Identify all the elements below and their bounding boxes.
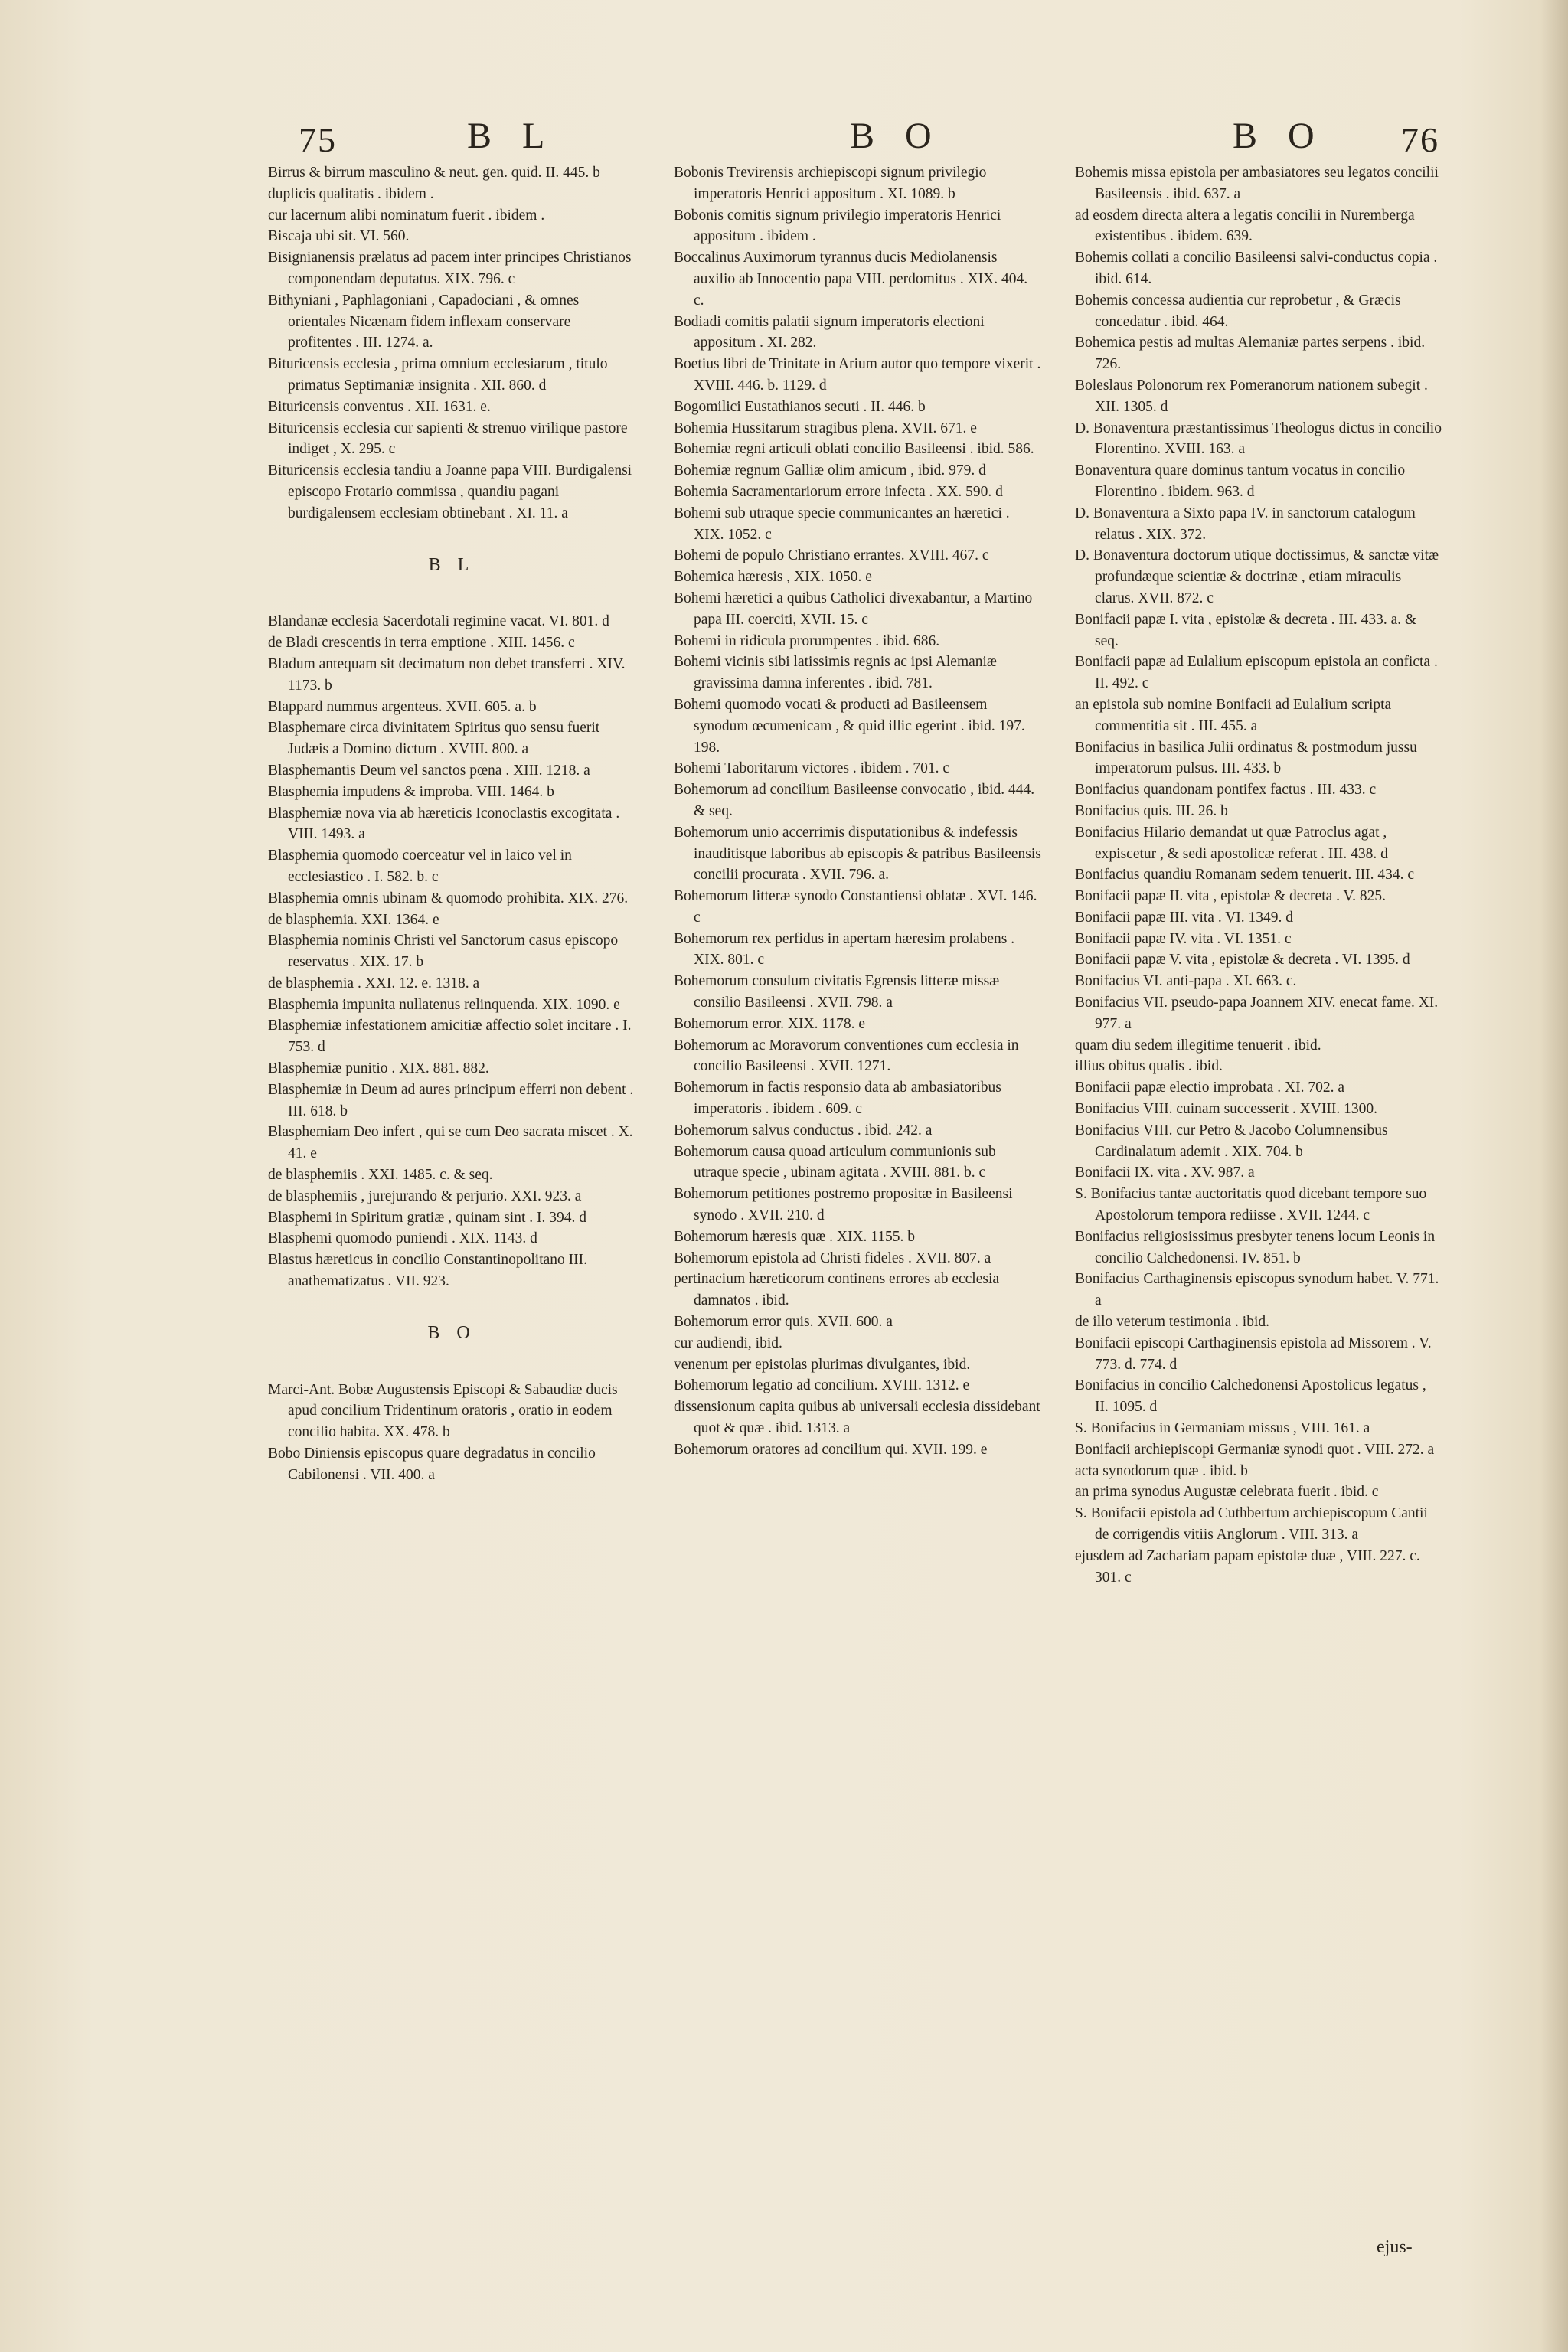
index-column-3: [1075, 162, 1442, 1588]
index-entry: Bohemorum error. XIX. 1178. e: [674, 1015, 866, 1032]
index-entry: Bonifacius VII. pseudo-papa Joannem XIV. enecat fame. XI. 977. a: [1075, 995, 1439, 1032]
index-entry: Bonifacii archiepiscopi Germaniæ synodi quot . VIII. 272. a: [1075, 1441, 1435, 1458]
index-entry: Bonifacius religiosissimus presbyter tenens locum Leonis in concilio Calchedonensi. IV. 851. b: [1075, 1228, 1436, 1266]
index-entry: Bonifacii IX. vita . XV. 987. a: [1075, 1165, 1255, 1181]
index-entry: Bohemia Sacramentariorum errore infecta . XX. 590. d: [674, 483, 1003, 500]
index-entry: Bohemi in ridicula prorumpentes . ibid. 686.: [674, 632, 940, 649]
index-entry: Marci-Ant. Bobæ Augustensis Episcopi & Sabaudiæ ducis apud concilium Tridentinum oratoris , oratio in eodem concilio habita. XX. 478. b: [268, 1381, 618, 1441]
index-entry: Bonifacius quis. III. 26. b: [1075, 802, 1228, 819]
index-entry: de blasphemiis , jurejurando & perjurio. XXI. 923. a: [268, 1187, 582, 1204]
index-entry: Bobo Diniensis episcopus quare degradatus in concilio Cabilonensi . VII. 400. a: [268, 1446, 596, 1483]
index-entry: Bonifacii papæ ad Eulalium episcopum epistola an conficta . II. 492. c: [1075, 654, 1438, 692]
index-entry: Bogomilici Eustathianos secuti . II. 446. b: [674, 398, 926, 415]
page-number-left: 75: [299, 120, 337, 159]
index-entry: Bonifacii papæ IV. vita . VI. 1351. c: [1075, 930, 1292, 947]
index-entry: Bohemis missa epistola per ambasiatores seu legatos concilii Basileensis . ibid. 637. a: [1075, 165, 1439, 202]
index-entry: D. Bonaventura doctorum utique doctissimus, & sanctæ vitæ profundæque scientiæ & doctrinæ , etiam miraculis clarus. XVII. 872. c: [1075, 547, 1439, 606]
index-entry: Bohemi sub utraque specie communicantes an hæretici . XIX. 1052. c: [674, 505, 1010, 543]
index-entry: Bohemorum consulum civitatis Egrensis litteræ missæ consilio Basileensi . XVII. 798. a: [674, 973, 1000, 1011]
index-entry: Bohemiæ regni articuli oblati concilio Basileensi . ibid. 586.: [674, 441, 1034, 458]
index-entry: Bohemorum in factis responsio data ab ambasiatoribus imperatoris . ibidem . 609. c: [674, 1080, 1001, 1118]
index-entry: cur lacernum alibi nominatum fuerit . ibidem .: [268, 207, 545, 224]
index-entry: Blasphemia impunita nullatenus relinquenda. XIX. 1090. e: [268, 996, 620, 1013]
index-entry: venenum per epistolas plurimas divulgantes, ibid.: [674, 1356, 971, 1373]
index-entry: de blasphemia. XXI. 1364. e: [268, 911, 439, 928]
index-entry: Boetius libri de Trinitate in Arium autor quo tempore vixerit . XVIII. 446. b. 1129. d: [674, 356, 1041, 394]
index-entry: Blasphemiam Deo infert , qui se cum Deo sacrata miscet . X. 41. e: [268, 1124, 633, 1162]
index-entry: Bonifacius in concilio Calchedonensi Apostolicus legatus , II. 1095. d: [1075, 1377, 1426, 1416]
index-entry: Bladum antequam sit decimatum non debet transferri . XIV. 1173. b: [268, 655, 626, 694]
index-entry: de illo veterum testimonia . ibid.: [1075, 1314, 1269, 1331]
column-heading-2: B O: [850, 116, 942, 156]
index-entry: Blasphemiæ infestationem amicitiæ affectio solet incitare . I. 753. d: [268, 1018, 632, 1056]
index-entry: Bonifacii episcopi Carthaginensis epistola ad Missorem . V. 773. d. 774. d: [1075, 1334, 1432, 1373]
index-entry: duplicis qualitatis . ibidem .: [268, 185, 434, 202]
index-entry: Bonifacius in basilica Julii ordinatus & postmodum jussu imperatorum pulsus. III. 433. b: [1075, 739, 1417, 777]
index-entry: S. Bonifacius in Germaniam missus , VIII. 161. a: [1075, 1420, 1370, 1437]
index-column-1: [268, 162, 635, 1486]
page-number-right: 76: [1401, 120, 1439, 159]
index-entry: Bonaventura quare dominus tantum vocatus in concilio Florentino . ibidem. 963. d: [1075, 462, 1406, 500]
index-entry: S. Bonifacii epistola ad Cuthbertum archiepiscopum Cantii de corrigendis vitiis Anglorum . VIII. 313. a: [1075, 1505, 1428, 1543]
index-entry: Bohemorum ad concilium Basileense convocatio , ibid. 444. & seq.: [674, 782, 1035, 819]
index-entry: Bohemorum error quis. XVII. 600. a: [674, 1314, 893, 1331]
index-entry: de blasphemia . XXI. 12. e. 1318. a: [268, 975, 480, 991]
index-entry: Bituricensis ecclesia , prima omnium ecclesiarum , titulo primatus Septimaniæ insignita . XII. 860. d: [268, 356, 608, 394]
index-entry: Bohemorum oratores ad concilium qui. XVII. 199. e: [674, 1441, 988, 1458]
index-entry: Bohemorum causa quoad articulum communionis sub utraque specie , ubinam agitata . XVIII. 881. b. c: [674, 1143, 996, 1181]
index-entry: Blappard nummus argenteus. XVII. 605. a. b: [268, 698, 537, 715]
index-entry: de blasphemiis . XXI. 1485. c. & seq.: [268, 1167, 493, 1184]
index-entry: an prima synodus Augustæ celebrata fuerit . ibid. c: [1075, 1484, 1379, 1501]
index-entry: Blasphemi quomodo puniendi . XIX. 1143. d: [268, 1230, 537, 1247]
column-heading-1: B L: [467, 116, 556, 156]
index-entry: Bohemorum petitiones postremo propositæ in Basileensi synodo . XVII. 210. d: [674, 1186, 1013, 1224]
index-entry: Blasphemia nominis Christi vel Sanctorum casus episcopo reservatus . XIX. 17. b: [268, 933, 619, 971]
index-entry: Bohemia Hussitarum stragibus plena. XVII. 671. e: [674, 420, 977, 436]
index-entry: Bohemis collati a concilio Basileensi salvi-conductus copia . ibid. 614.: [1075, 250, 1438, 287]
running-header: [299, 115, 1462, 168]
index-entry: Bonifacius Carthaginensis episcopus synodum habet. V. 771. a: [1075, 1271, 1439, 1309]
index-entry: Bohemi hæretici a quibus Catholici divexabantur, a Martino papa III. coerciti, XVII. 15. c: [674, 590, 1033, 628]
catchword: ejus-: [1377, 2237, 1413, 2257]
index-entry: Bohemorum legatio ad concilium. XVIII. 1312. e: [674, 1377, 970, 1394]
index-entry: Bonifacii papæ II. vita , epistolæ & decreta . V. 825.: [1075, 888, 1386, 905]
index-column-2: [674, 162, 1041, 1461]
index-entry: Bonifacius Hilario demandat ut quæ Patroclus agat , expiscetur , & sedi apostolicæ referat . III. 438. d: [1075, 824, 1388, 862]
index-entry: Bonifacius VI. anti-papa . XI. 663. c.: [1075, 973, 1297, 990]
index-entry: Bonifacius VIII. cuinam successerit . XVIII. 1300.: [1075, 1101, 1377, 1118]
index-entry: Blasphemiæ punitio . XIX. 881. 882.: [268, 1060, 489, 1077]
index-entry: Blasphemia omnis ubinam & quomodo prohibita. XIX. 276.: [268, 890, 629, 906]
index-entry: Bohemi vicinis sibi latissimis regnis ac ipsi Alemaniæ gravissima damna inferentes . ibid. 781.: [674, 654, 997, 692]
index-entry: Bituricensis conventus . XII. 1631. e.: [268, 398, 491, 415]
index-entry: Bohemi quomodo vocati & producti ad Basileensem synodum œcumenicam , & quid illic egerint . ibid. 197. 198.: [674, 696, 1025, 756]
section-heading: B O: [427, 1322, 476, 1343]
index-entry: Birrus & birrum masculino & neut. gen. quid. II. 445. b: [268, 165, 600, 181]
index-entry: Blandanæ ecclesia Sacerdotali regimine vacat. VI. 801. d: [268, 613, 609, 630]
section-heading: B L: [428, 554, 475, 575]
index-entry: quam diu sedem illegitime tenuerit . ibid.: [1075, 1037, 1321, 1054]
index-entry: Bohemi Taboritarum victores . ibidem . 701. c: [674, 760, 950, 777]
index-entry: Bohemiæ regnum Galliæ olim amicum , ibid. 979. d: [674, 462, 986, 479]
index-entry: Bonifacii papæ electio improbata . XI. 702. a: [1075, 1080, 1344, 1096]
index-entry: Bobonis comitis signum privilegio imperatoris Henrici appositum . ibidem .: [674, 207, 1001, 245]
index-entry: Bohemorum rex perfidus in apertam hæresim prolabens . XIX. 801. c: [674, 930, 1015, 969]
index-entry: Blasphemia impudens & improba. VIII. 1464. b: [268, 783, 554, 800]
index-entry: Boccalinus Auximorum tyrannus ducis Mediolanensis auxilio ab Innocentio papa VIII. perdomitus . XIX. 404. c.: [674, 250, 1028, 309]
index-entry: S. Bonifacius tantæ auctoritatis quod dicebant tempore suo Apostolorum tempora rediisse . XVII. 1244. c: [1075, 1186, 1427, 1224]
index-entry: Bohemorum unio accerrimis disputationibus & indefessis inauditisque laboribus ab episcopis & patribus Basileensis concilii procurata . XVII. 796. a.: [674, 824, 1041, 884]
index-entry: Bohemorum litteræ synodo Constantiensi oblatæ . XVI. 146. c: [674, 888, 1037, 926]
index-entry: Bohemis concessa audientia cur reprobetur , & Græcis concedatur . ibid. 464.: [1075, 292, 1401, 330]
index-entry: Blastus hæreticus in concilio Constantinopolitano III. anathematizatus . VII. 923.: [268, 1252, 588, 1290]
index-entry: Biscaja ubi sit. VI. 560.: [268, 228, 410, 245]
index-entry: de Bladi crescentis in terra emptione . XIII. 1456. c: [268, 635, 575, 652]
index-entry: Bonifacii papæ V. vita , epistolæ & decreta . VI. 1395. d: [1075, 952, 1410, 969]
index-entry: Bohemorum hæresis quæ . XIX. 1155. b: [674, 1228, 916, 1245]
index-entry: D. Bonaventura a Sixto papa IV. in sanctorum catalogum relatus . XIX. 372.: [1075, 505, 1416, 543]
index-entry: Bohemorum ac Moravorum conventiones cum ecclesia in concilio Basileensi . XVII. 1271.: [674, 1037, 1019, 1075]
index-entry: Bobonis Trevirensis archiepiscopi signum privilegio imperatoris Henrici appositum . XI. 1089. b: [674, 165, 987, 202]
index-entry: ad eosdem directa altera a legatis concilii in Nuremberga existentibus . ibidem. 639.: [1075, 207, 1415, 245]
index-entry: cur audiendi, ibid.: [674, 1334, 782, 1351]
index-entry: ejusdem ad Zachariam papam epistolæ duæ , VIII. 227. c. 301. c: [1075, 1547, 1420, 1586]
index-entry: Bonifacius quandonam pontifex factus . III. 433. c: [1075, 782, 1377, 799]
index-entry: Blasphemare circa divinitatem Spiritus quo sensu fuerit Judæis a Domino dictum . XVIII. 800. a: [268, 720, 600, 758]
index-entry: Bohemica pestis ad multas Alemaniæ partes serpens . ibid. 726.: [1075, 335, 1426, 373]
index-entry: Bituricensis ecclesia tandiu a Joanne papa VIII. Burdigalensi episcopo Frotario commissa , quandiu pagani burdigalensem ecclesiam obtinebant . XI. 11. a: [268, 462, 632, 521]
index-entry: Bohemorum epistola ad Christi fideles . XVII. 807. a: [674, 1250, 991, 1266]
index-entry: Bohemica hæresis , XIX. 1050. e: [674, 569, 872, 586]
index-entry: Blasphemi in Spiritum gratiæ , quinam sint . I. 394. d: [268, 1209, 586, 1226]
index-entry: D. Bonaventura præstantissimus Theologus dictus in concilio Florentino. XVIII. 163. a: [1075, 420, 1442, 458]
index-entry: Bonifacii papæ III. vita . VI. 1349. d: [1075, 909, 1294, 926]
index-entry: Bohemi de populo Christiano errantes. XVIII. 467. c: [674, 547, 989, 564]
index-entry: Blasphemantis Deum vel sanctos pœna . XIII. 1218. a: [268, 762, 590, 779]
index-entry: Bonifacii papæ I. vita , epistolæ & decreta . III. 433. a. & seq.: [1075, 611, 1417, 649]
index-entry: Bohemorum salvus conductus . ibid. 242. a: [674, 1122, 933, 1138]
index-entry: Bithyniani , Paphlagoniani , Capadociani , & omnes orientales Nicænam fidem inflexam conservare profitentes . III. 1274. a.: [268, 292, 580, 351]
column-heading-3: B O: [1233, 116, 1325, 156]
index-entry: acta synodorum quæ . ibid. b: [1075, 1462, 1248, 1479]
index-entry: Bisignianensis prælatus ad pacem inter principes Christianos componendam deputatus. XIX. 796. c: [268, 250, 632, 287]
index-entry: Blasphemia quomodo coerceatur vel in laico vel in ecclesiastico . I. 582. b. c: [268, 848, 572, 885]
index-entry: pertinacium hæreticorum continens errores ab ecclesia damnatos . ibid.: [674, 1271, 1000, 1309]
page-edge-shadow: [1540, 0, 1568, 2352]
index-entry: Bonifacius quandiu Romanam sedem tenuerit. III. 434. c: [1075, 867, 1414, 884]
index-entry: Blasphemiæ nova via ab hæreticis Iconoclastis excogitata . VIII. 1493. a: [268, 805, 620, 843]
index-entry: illius obitus qualis . ibid.: [1075, 1058, 1223, 1075]
index-entry: an epistola sub nomine Bonifacii ad Eulalium scripta commentitia sit . III. 455. a: [1075, 696, 1392, 734]
index-entry: dissensionum capita quibus ab universali ecclesia dissidebant quot & quæ . ibid. 1313. a: [674, 1399, 1040, 1437]
index-entry: Blasphemiæ in Deum ad aures principum efferri non debent . III. 618. b: [268, 1081, 634, 1119]
index-entry: Bituricensis ecclesia cur sapienti & strenuo virilique pastore indiget , X. 295. c: [268, 420, 628, 458]
index-entry: Bonifacius VIII. cur Petro & Jacobo Columnensibus Cardinalatum ademit . XIX. 704. b: [1075, 1122, 1388, 1160]
index-entry: Bodiadi comitis palatii signum imperatoris electioni appositum . XI. 282.: [674, 313, 985, 351]
index-entry: Boleslaus Polonorum rex Pomeranorum nationem subegit . XII. 1305. d: [1075, 377, 1428, 415]
